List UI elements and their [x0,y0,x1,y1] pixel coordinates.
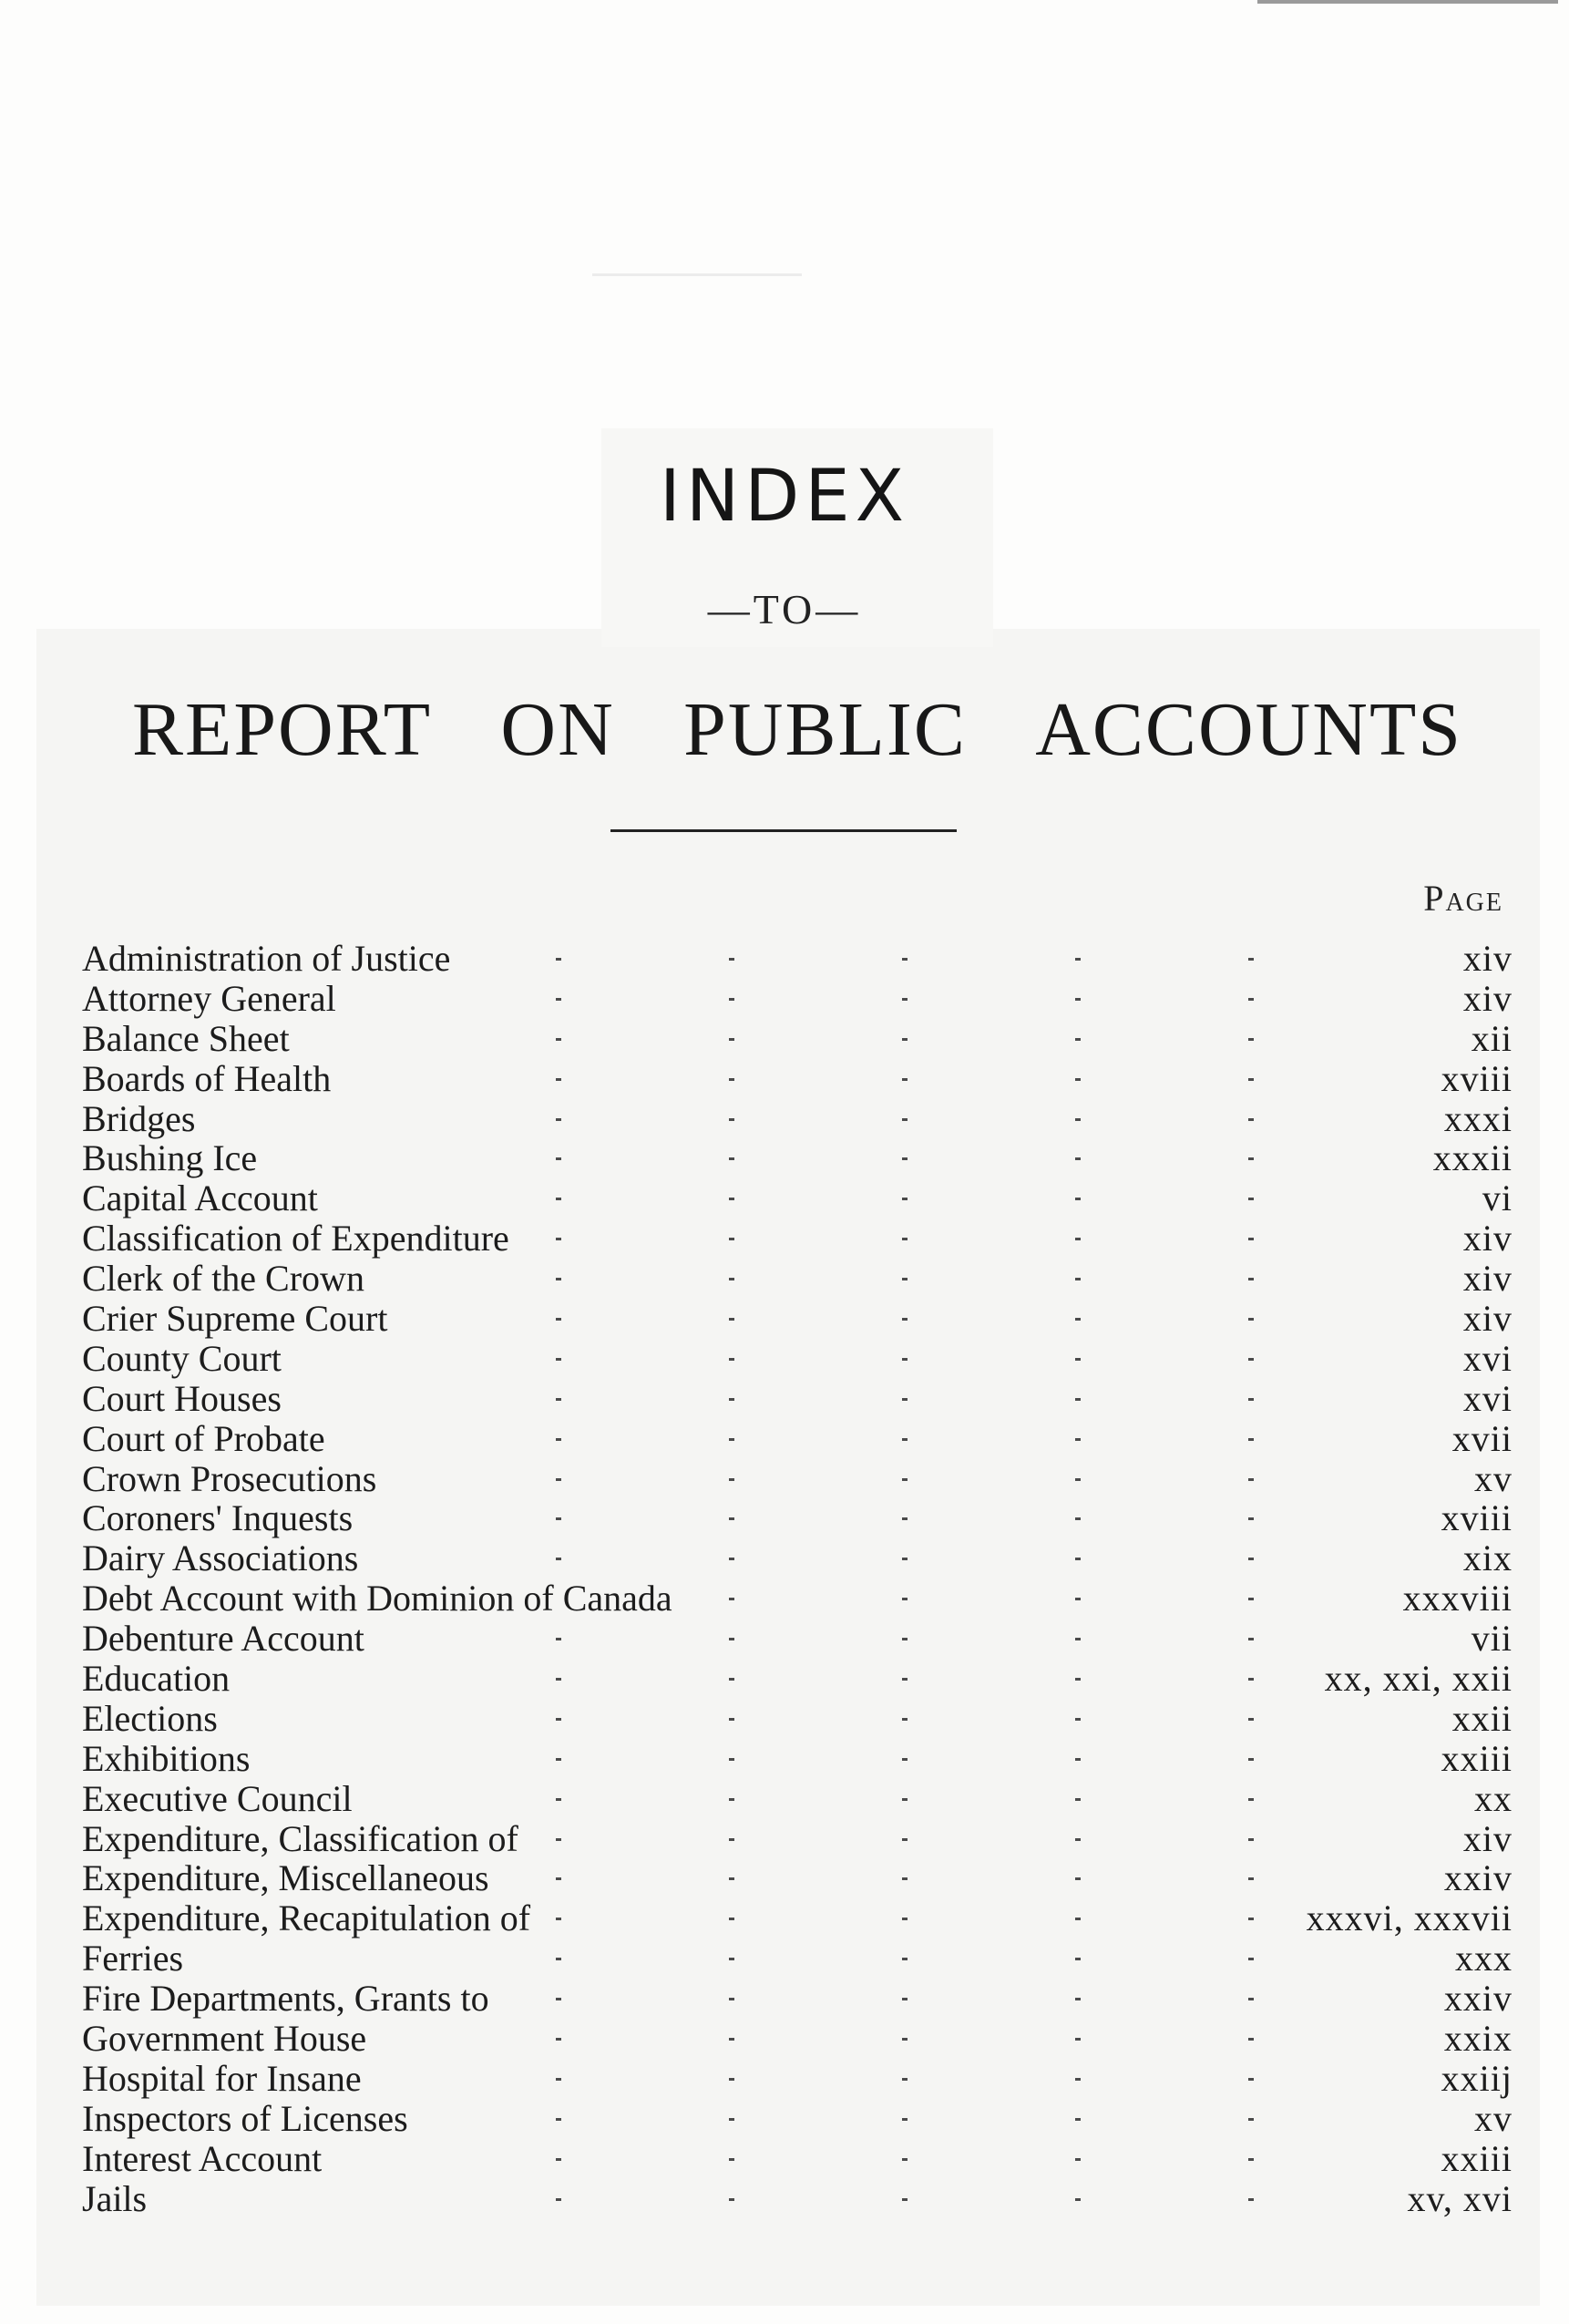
leader-dot [729,1438,734,1441]
entry-pages: xix [1462,1537,1513,1579]
leader-dot [556,1877,561,1880]
leader-dot [1075,1157,1081,1160]
leader-dot [902,1678,908,1681]
leader-dot [1248,1877,1254,1880]
entry-label: Interest Account [82,2137,323,2179]
leader-dot [556,1718,561,1721]
entry-pages: xv [1474,1457,1513,1499]
leader-dot [556,2118,561,2121]
subtitle-word: ACCOUNTS [1035,687,1462,772]
entry-pages: xv [1474,2097,1513,2139]
leader-dot [556,1358,561,1361]
leader-dot [556,1038,561,1041]
index-entries [82,939,1513,2219]
leader-dot [556,958,561,961]
entry-label: Boards of Health [82,1057,332,1099]
leader-dot [556,1078,561,1081]
entry-label: Government House [82,2018,367,2060]
leader-dot [1248,998,1254,1001]
leader-dot [556,1678,561,1681]
leader-dot [556,1798,561,1801]
leader-dot [556,1398,561,1401]
leader-dot [1248,2198,1254,2201]
leader-dot [1075,1358,1081,1361]
entry-label: Debt Account with Dominion of Canada [82,1578,672,1620]
title-rule [610,829,957,832]
leader-dot [556,2158,561,2161]
report-subtitle [132,685,1462,774]
index-entry [82,1178,1513,1219]
leader-dot [729,1118,734,1121]
leader-dot [1075,1517,1081,1520]
index-entry [82,1059,1513,1099]
index-entry [82,1138,1513,1178]
entry-pages: xxii [1451,1697,1513,1739]
subtitle-word: REPORT [132,687,433,772]
leader-dot [729,1078,734,1081]
leader-dot [729,1517,734,1520]
leader-dot [902,1998,908,2000]
leader-dot [1248,1958,1254,1960]
entry-label: Court Houses [82,1377,282,1419]
leader-dot [902,2038,908,2041]
leader-dot [1248,1157,1254,1160]
leader-dot [729,1718,734,1721]
leader-dots [82,2179,1513,2219]
leader-dot [902,1398,908,1401]
leader-dot [902,1598,908,1600]
entry-label: Crown Prosecutions [82,1457,377,1499]
entry-label: Bridges [82,1097,196,1139]
leader-dot [729,2198,734,2201]
leader-dots [82,1659,1513,1699]
leader-dot [729,1958,734,1960]
leader-dot [729,2038,734,2041]
entry-pages: xvi [1462,1377,1513,1419]
entry-pages: xxxvi, xxxvii [1306,1897,1513,1939]
leader-dot [1248,2078,1254,2081]
entry-label: County Court [82,1337,282,1379]
leader-dot [1248,1838,1254,1841]
leader-dot [1248,1638,1254,1640]
leader-dot [729,1638,734,1640]
scan-faint-mark [592,273,802,276]
entry-label: Exhibitions [82,1737,251,1779]
entry-label: Elections [82,1697,218,1739]
leader-dots [82,1339,1513,1379]
index-entry [82,1699,1513,1739]
leader-dot [1248,1558,1254,1560]
leader-dot [729,1877,734,1880]
leader-dot [902,1157,908,1160]
leader-dot [1248,1078,1254,1081]
entry-label: Dairy Associations [82,1537,359,1579]
entry-label: Hospital for Insane [82,2057,362,2099]
leader-dot [1075,1318,1081,1321]
entry-label: Capital Account [82,1177,318,1219]
leader-dot [556,1838,561,1841]
entry-label: Expenditure, Miscellaneous [82,1857,489,1899]
leader-dot [902,1238,908,1240]
leader-dot [1075,2118,1081,2121]
index-entry [82,1538,1513,1578]
leader-dot [902,1038,908,1041]
leader-dot [1248,1678,1254,1681]
index-entry [82,2099,1513,2139]
leader-dots [82,1019,1513,1059]
leader-dot [729,2158,734,2161]
entry-pages: xx, xxi, xxii [1324,1658,1513,1700]
entry-label: Education [82,1658,231,1700]
leader-dot [1075,2158,1081,2161]
leader-dot [1248,1198,1254,1200]
leader-dot [1248,2118,1254,2121]
leader-dot [902,998,908,1001]
entry-pages: xxiv [1443,1857,1513,1899]
entry-label: Ferries [82,1938,184,1980]
leader-dot [1075,1278,1081,1280]
index-entry [82,1259,1513,1299]
leader-dot [1075,2198,1081,2201]
leader-dot [902,1118,908,1121]
index-entry [82,2059,1513,2099]
leader-dot [729,1318,734,1321]
leader-dot [729,1598,734,1600]
leader-dot [1248,1278,1254,1280]
index-entry [82,1979,1513,2019]
subtitle-word: ON [500,687,615,772]
leader-dot [556,2078,561,2081]
leader-dot [1248,1517,1254,1520]
index-entry [82,1858,1513,1898]
entry-pages: xiv [1462,1298,1513,1340]
leader-dot [556,1157,561,1160]
leader-dot [556,1118,561,1121]
entry-pages: xxiij [1441,2057,1513,2099]
index-entry [82,1739,1513,1779]
leader-dot [902,2158,908,2161]
entry-pages: xviii [1441,1497,1513,1539]
leader-dot [902,1638,908,1640]
entry-pages: xv, xvi [1407,2177,1513,2219]
leader-dots [82,1938,1513,1979]
entry-label: Attorney General [82,977,336,1019]
entry-pages: xx [1474,1777,1513,1819]
leader-dot [729,1758,734,1761]
leader-dot [1248,1118,1254,1121]
leader-dot [1075,1478,1081,1481]
leader-dot [1248,2038,1254,2041]
leader-dot [556,1958,561,1960]
entry-pages: xiv [1462,1258,1513,1300]
entry-pages: xiv [1462,1817,1513,1859]
index-entry [82,1819,1513,1859]
leader-dots [82,1099,1513,1139]
leader-dots [82,1379,1513,1419]
leader-dot [902,1558,908,1560]
entry-label: Balance Sheet [82,1017,290,1059]
index-entry [82,1099,1513,1139]
entry-label: Crier Supreme Court [82,1298,388,1340]
index-entry [82,1659,1513,1699]
entry-pages: xvii [1451,1417,1513,1459]
leader-dot [556,1998,561,2000]
index-entry [82,1938,1513,1979]
entry-label: Court of Probate [82,1417,325,1459]
leader-dot [902,958,908,961]
leader-dot [729,2078,734,2081]
entry-label: Executive Council [82,1777,353,1819]
index-entry [82,1419,1513,1459]
leader-dot [1075,1598,1081,1600]
leader-dot [1075,1438,1081,1441]
leader-dot [1075,1238,1081,1240]
index-entry [82,2019,1513,2059]
leader-dot [902,1877,908,1880]
leader-dot [1248,958,1254,961]
leader-dot [556,1278,561,1280]
leader-dot [902,1517,908,1520]
leader-dot [556,1517,561,1520]
leader-dot [1075,2078,1081,2081]
leader-dot [1075,1398,1081,1401]
leader-dots [82,1138,1513,1178]
entry-pages: xxix [1443,2018,1513,2060]
leader-dot [729,1478,734,1481]
leader-dot [1075,1198,1081,1200]
leader-dot [1248,1438,1254,1441]
entry-label: Clerk of the Crown [82,1258,364,1300]
leader-dot [1248,1478,1254,1481]
leader-dot [1075,1638,1081,1640]
leader-dot [1075,1798,1081,1801]
leader-dot [729,1358,734,1361]
entry-pages: xxiv [1443,1978,1513,2020]
leader-dot [1075,1038,1081,1041]
entry-label: Fire Departments, Grants to [82,1978,489,2020]
entry-label: Expenditure, Classification of [82,1817,518,1859]
leader-dots [82,1739,1513,1779]
entry-pages: xiv [1462,1218,1513,1260]
leader-dot [729,1238,734,1240]
entry-label: Bushing Ice [82,1137,258,1179]
index-entry [82,979,1513,1019]
leader-dot [1248,1398,1254,1401]
leader-dot [556,1198,561,1200]
entry-pages: xxx [1455,1938,1513,1980]
leader-dot [902,1078,908,1081]
leader-dot [1248,1798,1254,1801]
leader-dot [902,1798,908,1801]
leader-dot [729,1558,734,1560]
leader-dot [1075,1078,1081,1081]
entry-pages: xxxviii [1402,1578,1513,1620]
leader-dot [1075,1718,1081,1721]
leader-dot [729,1678,734,1681]
entry-pages: xiv [1462,977,1513,1019]
leader-dot [729,2118,734,2121]
leader-dot [902,2078,908,2081]
leader-dot [902,1958,908,1960]
leader-dot [902,1198,908,1200]
leader-dot [556,2038,561,2041]
leader-dot [1248,1758,1254,1761]
leader-dot [556,998,561,1001]
leader-dot [1075,2038,1081,2041]
leader-dot [1075,1558,1081,1560]
entry-label: Jails [82,2177,148,2219]
leader-dot [556,1638,561,1640]
entry-label: Debenture Account [82,1618,364,1660]
entry-pages: xiv [1462,938,1513,979]
leader-dot [729,1398,734,1401]
leader-dot [729,1798,734,1801]
entry-pages: xviii [1441,1057,1513,1099]
leader-dot [729,1838,734,1841]
index-entry [82,1779,1513,1819]
index-entry [82,1498,1513,1538]
entry-label: Administration of Justice [82,938,451,979]
entry-label: Classification of Expenditure [82,1218,509,1260]
leader-dot [902,1478,908,1481]
leader-dot [1075,1877,1081,1880]
leader-dot [729,1198,734,1200]
leader-dot [1075,1958,1081,1960]
index-entry [82,939,1513,979]
leader-dot [902,1278,908,1280]
leader-dot [729,1918,734,1920]
leader-dot [1248,1718,1254,1721]
index-entry [82,1619,1513,1659]
entry-pages: xxiii [1441,2137,1513,2179]
index-entry [82,1379,1513,1419]
entry-pages: xii [1471,1017,1513,1059]
index-entry [82,1019,1513,1059]
leader-dot [556,1478,561,1481]
leader-dot [1248,1038,1254,1041]
leader-dot [1075,1838,1081,1841]
entry-pages: xxiii [1441,1737,1513,1779]
leader-dot [902,1438,908,1441]
leader-dot [729,958,734,961]
leader-dot [902,1318,908,1321]
index-entry [82,1219,1513,1259]
leader-dot [1075,998,1081,1001]
leader-dot [556,2198,561,2201]
leader-dot [729,1998,734,2000]
entry-pages: xxxii [1432,1137,1513,1179]
leader-dot [556,1318,561,1321]
entry-pages: xxxi [1443,1097,1513,1139]
index-entry [82,1299,1513,1339]
index-entry [82,1339,1513,1379]
leader-dot [729,1278,734,1280]
leader-dot [556,1438,561,1441]
leader-dot [902,1838,908,1841]
leader-dot [902,1758,908,1761]
leader-dot [1075,1758,1081,1761]
leader-dot [556,1758,561,1761]
entry-label: Expenditure, Recapitulation of [82,1897,531,1939]
leader-dot [1075,1918,1081,1920]
leader-dot [1075,1678,1081,1681]
leader-dot [1248,1998,1254,2000]
scan-edge-mark [1257,0,1558,4]
index-entry [82,2179,1513,2219]
leader-dot [1248,1598,1254,1600]
leader-dot [556,1238,561,1240]
entry-label: Inspectors of Licenses [82,2097,408,2139]
leader-dot [902,1718,908,1721]
leader-dot [1248,1358,1254,1361]
leader-dot [902,1918,908,1920]
leader-dot [556,1558,561,1560]
leader-dot [902,2198,908,2201]
entry-label: Coroners' Inquests [82,1497,354,1539]
leader-dot [1075,1118,1081,1121]
leader-dot [729,998,734,1001]
leader-dot [1075,958,1081,961]
leader-dot [729,1038,734,1041]
page-title: INDEX [659,456,910,538]
subtitle-word: PUBLIC [683,687,967,772]
entry-pages: xvi [1462,1337,1513,1379]
leader-dot [1248,2158,1254,2161]
page-column-header: Page [1423,878,1503,919]
leader-dot [1248,1918,1254,1920]
leader-dot [556,1918,561,1920]
index-entry [82,1459,1513,1499]
index-entry [82,1898,1513,1938]
entry-pages: vi [1482,1177,1513,1219]
leader-dot [902,1358,908,1361]
leader-dot [902,2118,908,2121]
leader-dot [729,1157,734,1160]
entry-pages: vii [1471,1618,1513,1660]
leader-dot [1075,1998,1081,2000]
leader-dots [82,1699,1513,1739]
index-entry [82,2139,1513,2179]
title-connector: —TO— [707,586,862,632]
leader-dot [1248,1318,1254,1321]
index-entry [82,1578,1513,1619]
leader-dot [1248,1238,1254,1240]
